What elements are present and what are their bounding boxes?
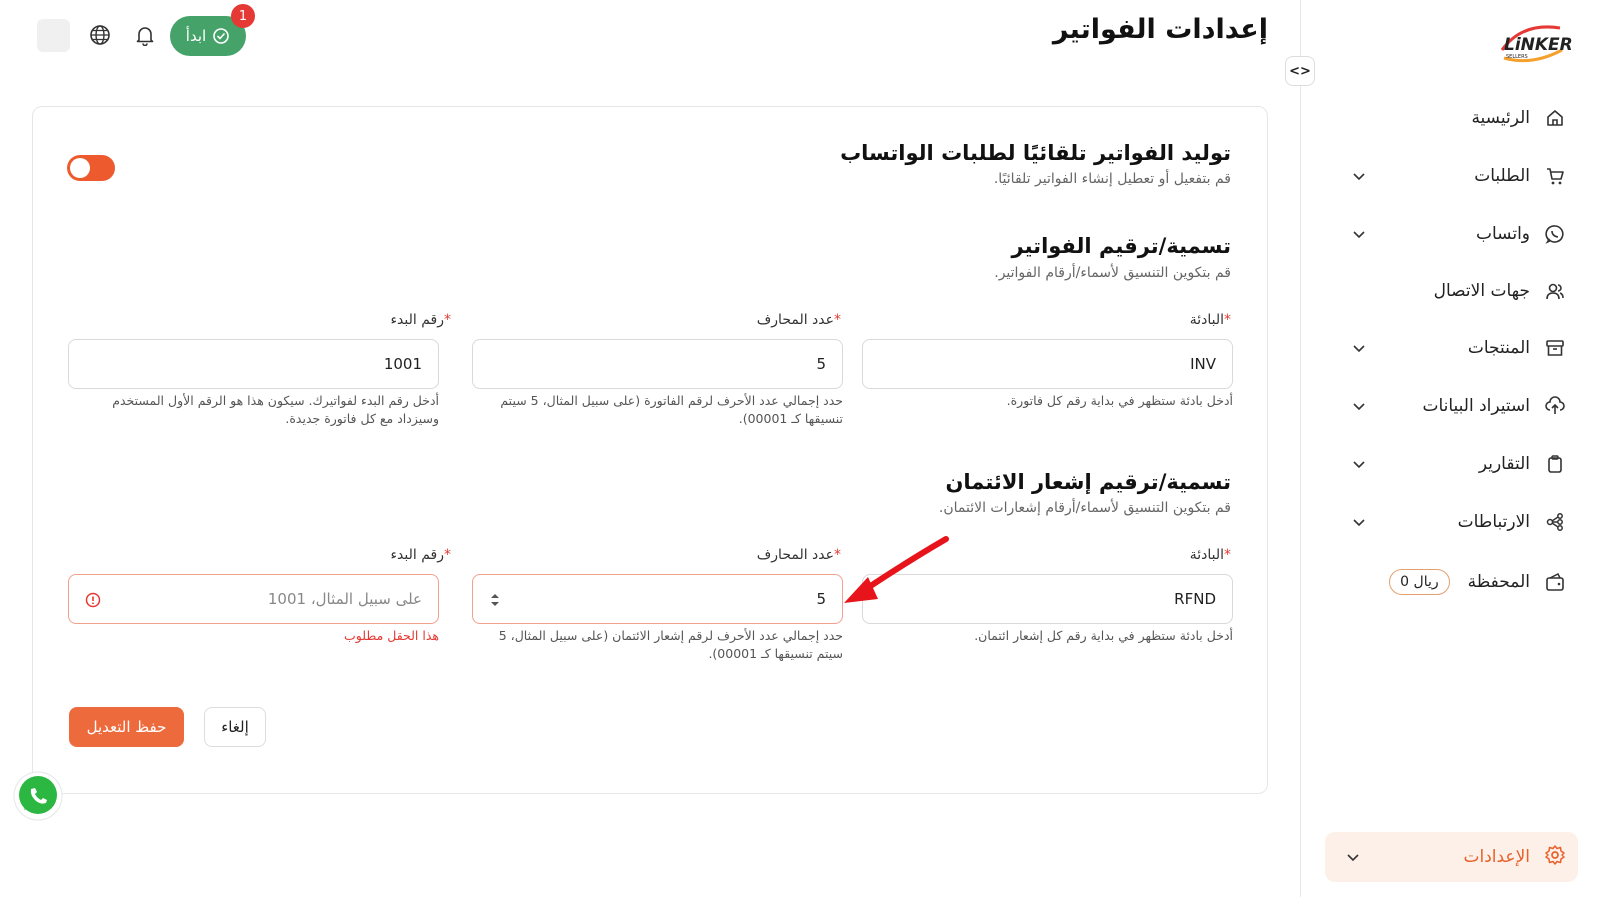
invoice-digits-input[interactable]: 5 bbox=[472, 339, 843, 389]
sidebar-item-whatsapp[interactable] bbox=[1331, 214, 1566, 254]
chevron-down-icon bbox=[1345, 849, 1361, 865]
sidebar-item-wallet[interactable] bbox=[1331, 562, 1566, 602]
credit-digits-label: *عدد المحارف bbox=[756, 547, 841, 563]
chevron-down-icon bbox=[1351, 514, 1367, 530]
whatsapp-icon bbox=[12, 770, 64, 822]
home-icon bbox=[1544, 107, 1566, 129]
bell-icon[interactable] bbox=[134, 24, 156, 46]
chevron-down-icon bbox=[1351, 456, 1367, 472]
credit-digits-help: حدد إجمالي عدد الأحرف لرقم إشعار الائتمان (على سبيل المثال، 5 سيتم تنسيقها كـ 00001). bbox=[498, 628, 843, 661]
whatsapp-icon bbox=[1544, 223, 1566, 245]
wallet-icon bbox=[1544, 571, 1566, 593]
sidebar-item-settings[interactable] bbox=[1325, 832, 1578, 882]
avatar[interactable] bbox=[37, 19, 70, 52]
sidebar-item-label: الطلبات bbox=[1474, 166, 1530, 186]
sidebar-item-integrations[interactable] bbox=[1331, 502, 1566, 542]
sidebar-collapse-button[interactable] bbox=[1285, 56, 1315, 86]
auto-invoice-toggle[interactable] bbox=[67, 155, 115, 181]
chevron-down-icon bbox=[1351, 398, 1367, 414]
svg-text:LiNKER: LiNKER bbox=[1504, 35, 1572, 55]
contacts-icon bbox=[1544, 280, 1566, 302]
share-icon bbox=[1544, 511, 1566, 533]
whatsapp-chat-button[interactable] bbox=[12, 770, 64, 822]
sidebar-item-label: استيراد البيانات bbox=[1422, 396, 1530, 416]
chevron-down-icon bbox=[1351, 340, 1367, 356]
annotation-arrow bbox=[838, 533, 950, 611]
box-icon bbox=[1544, 337, 1566, 359]
sidebar-item-label: التقارير bbox=[1478, 454, 1530, 474]
chevron-down-icon bbox=[1351, 226, 1367, 242]
credit-start-placeholder: على سبيل المثال، 1001 bbox=[267, 590, 422, 608]
credit-start-input[interactable] bbox=[68, 574, 439, 624]
invoice-settings-card bbox=[32, 106, 1268, 794]
clipboard-icon bbox=[1544, 453, 1566, 475]
code-brackets-icon: <> bbox=[1289, 63, 1311, 79]
page-title: إعدادات الفواتير bbox=[1052, 14, 1268, 45]
sidebar-item-orders[interactable] bbox=[1331, 156, 1566, 196]
credit-note-subtitle: قم بتكوين التنسيق لأسماء/أرقام إشعارات الائتمان. bbox=[938, 500, 1231, 516]
linker-logo[interactable] bbox=[1492, 20, 1572, 68]
invoice-prefix-input[interactable]: INV bbox=[862, 339, 1233, 389]
invoice-naming-subtitle: قم بتكوين التنسيق لأسماء/أرقام الفواتير. bbox=[994, 265, 1231, 281]
invoice-prefix-label: *البادئة bbox=[1189, 312, 1231, 328]
number-stepper-icon[interactable] bbox=[489, 591, 501, 609]
invoice-start-help: أدخل رقم البدء لفواتيرك. سيكون هذا هو الرقم الأول المستخدم وسيزداد مع كل فاتورة جديدة. bbox=[112, 393, 439, 426]
sidebar-item-label: المحفظة bbox=[1467, 572, 1530, 592]
sidebar-item-label: الرئيسية bbox=[1471, 108, 1530, 128]
invoice-start-label: *رقم البدء bbox=[390, 312, 451, 328]
start-label: ابدأ bbox=[185, 27, 207, 45]
notification-count-badge: 1 bbox=[231, 4, 255, 28]
auto-invoice-subtitle: قم بتفعيل أو تعطيل إنشاء الفواتير تلقائيًا. bbox=[993, 171, 1231, 187]
sidebar-item-reports[interactable] bbox=[1331, 444, 1566, 484]
check-circle-icon bbox=[212, 27, 230, 45]
invoice-digits-help: حدد إجمالي عدد الأحرف لرقم الفاتورة (على سبيل المثال، 5 سيتم تنسيقها كـ 00001). bbox=[500, 393, 843, 426]
credit-note-title: تسمية/ترقيم إشعار الائتمان bbox=[945, 470, 1231, 494]
cart-icon bbox=[1544, 165, 1566, 187]
credit-prefix-label: *البادئة bbox=[1189, 547, 1231, 563]
cancel-button[interactable]: إلغاء bbox=[204, 707, 266, 747]
sidebar-item-import[interactable] bbox=[1331, 386, 1566, 426]
sidebar-item-label: الإعدادات bbox=[1463, 847, 1530, 867]
globe-icon[interactable] bbox=[89, 24, 111, 46]
gear-icon bbox=[1544, 844, 1566, 871]
credit-digits-input[interactable]: 5 bbox=[472, 574, 843, 624]
credit-prefix-input[interactable]: RFND bbox=[862, 574, 1233, 624]
credit-start-error: هذا الحقل مطلوب bbox=[343, 628, 439, 643]
invoice-start-input[interactable]: 1001 bbox=[68, 339, 439, 389]
auto-invoice-title: توليد الفواتير تلقائيًا لطلبات الواتساب bbox=[840, 141, 1231, 165]
sidebar bbox=[1300, 0, 1600, 897]
sidebar-item-products[interactable] bbox=[1331, 328, 1566, 368]
save-button[interactable]: حفظ التعديل bbox=[69, 707, 184, 747]
sidebar-item-home[interactable] bbox=[1331, 98, 1566, 138]
sidebar-item-label: جهات الاتصال bbox=[1433, 281, 1530, 301]
invoice-naming-title: تسمية/ترقيم الفواتير bbox=[1011, 234, 1231, 258]
credit-start-label: *رقم البدء bbox=[390, 547, 451, 563]
sidebar-item-label: الارتباطات bbox=[1457, 512, 1530, 532]
sidebar-item-label: المنتجات bbox=[1467, 338, 1530, 358]
toggle-knob bbox=[70, 158, 90, 178]
wallet-balance: 0 ريال bbox=[1389, 569, 1449, 595]
sidebar-item-contacts[interactable] bbox=[1331, 271, 1566, 311]
chevron-down-icon bbox=[1351, 168, 1367, 184]
credit-prefix-help: أدخل بادئة ستظهر في بداية رقم كل إشعار ائتمان. bbox=[974, 628, 1233, 643]
error-icon bbox=[85, 592, 101, 608]
svg-text:SELLERS: SELLERS bbox=[1506, 54, 1528, 60]
upload-icon bbox=[1544, 395, 1566, 417]
invoice-digits-label: *عدد المحارف bbox=[756, 312, 841, 328]
invoice-prefix-help: أدخل بادئة ستظهر في بداية رقم كل فاتورة. bbox=[1006, 393, 1233, 408]
sidebar-item-label: واتساب bbox=[1475, 224, 1530, 244]
